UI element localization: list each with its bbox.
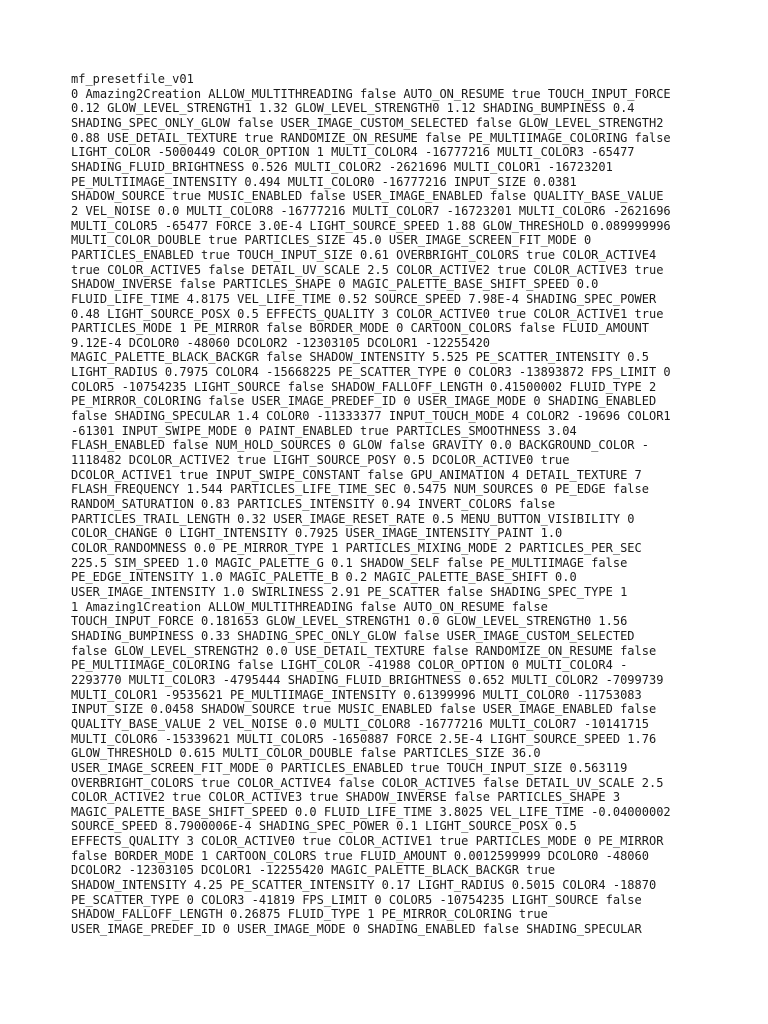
text-line: 2 VEL_NOISE 0.0 MULTI_COLOR8 -16777216 MULTI_COLOR7 -16723201 MULTI_COLOR6 -2621696 [71,203,671,218]
text-line: USER_IMAGE_PREDEF_ID 0 USER_IMAGE_MODE 0 SHADING_ENABLED false SHADING_SPECULAR [71,922,642,937]
text-line: SOURCE_SPEED 8.7900006E-4 SHADING_SPEC_POWER 0.1 LIGHT_SOURCE_POSX 0.5 [71,819,577,834]
text-line: PE_MULTIIMAGE_COLORING false LIGHT_COLOR -41988 COLOR_OPTION 0 MULTI_COLOR4 - [71,658,628,673]
text-line: TOUCH_INPUT_FORCE 0.181653 GLOW_LEVEL_STRENGTH1 0.0 GLOW_LEVEL_STRENGTH0 1.56 [71,614,628,629]
text-line: LIGHT_COLOR -5000449 COLOR_OPTION 1 MULTI_COLOR4 -16777216 MULTI_COLOR3 -65477 [71,145,635,160]
text-line: false SHADING_SPECULAR 1.4 COLOR0 -11333377 INPUT_TOUCH_MODE 4 COLOR2 -19696 COLOR1 [71,409,671,424]
text-line: PARTICLES_ENABLED true TOUCH_INPUT_SIZE 0.61 OVERBRIGHT_COLORS true COLOR_ACTIVE4 [71,247,657,262]
text-line: COLOR_CHANGE 0 LIGHT_INTENSITY 0.7925 USER_IMAGE_INTENSITY_PAINT 1.0 [71,526,563,541]
text-line: PE_EDGE_INTENSITY 1.0 MAGIC_PALETTE_B 0.2 MAGIC_PALETTE_BASE_SHIFT 0.0 [71,570,577,585]
text-line: PARTICLES_TRAIL_LENGTH 0.32 USER_IMAGE_RESET_RATE 0.5 MENU_BUTTON_VISIBILITY 0 [71,511,635,526]
text-line: FLASH_ENABLED false NUM_HOLD_SOURCES 0 GLOW false GRAVITY 0.0 BACKGROUND_COLOR - [71,438,649,453]
text-line: COLOR5 -10754235 LIGHT_SOURCE false SHADOW_FALLOFF_LENGTH 0.41500002 FLUID_TYPE 2 [71,379,657,394]
text-line: MULTI_COLOR_DOUBLE true PARTICLES_SIZE 45.0 USER_IMAGE_SCREEN_FIT_MODE 0 [71,233,592,248]
text-line: 225.5 SIM_SPEED 1.0 MAGIC_PALETTE_G 0.1 SHADOW_SELF false PE_MULTIIMAGE false [71,555,628,570]
text-line: SHADOW_FALLOFF_LENGTH 0.26875 FLUID_TYPE 1 PE_MIRROR_COLORING true [71,907,548,922]
text-line: USER_IMAGE_INTENSITY 1.0 SWIRLINESS 2.91 PE_SCATTER false SHADING_SPEC_TYPE 1 [71,584,628,599]
text-line: OVERBRIGHT_COLORS true COLOR_ACTIVE4 false COLOR_ACTIVE5 false DETAIL_UV_SCALE 2.5 [71,775,664,790]
text-line: USER_IMAGE_SCREEN_FIT_MODE 0 PARTICLES_ENABLED true TOUCH_INPUT_SIZE 0.563119 [71,760,628,775]
text-line: GLOW_THRESHOLD 0.615 MULTI_COLOR_DOUBLE false PARTICLES_SIZE 36.0 [71,746,541,761]
text-line: 1 Amazing1Creation ALLOW_MULTITHREADING false AUTO_ON_RESUME false [71,599,548,614]
text-line: MULTI_COLOR6 -15339621 MULTI_COLOR5 -1650887 FORCE 2.5E-4 LIGHT_SOURCE_SPEED 1.76 [71,731,657,746]
text-line: PARTICLES_MODE 1 PE_MIRROR false BORDER_MODE 0 CARTOON_COLORS false FLUID_AMOUNT [71,321,649,336]
file-header-line: mf_presetfile_v01 [71,72,194,86]
text-line: true COLOR_ACTIVE5 false DETAIL_UV_SCALE 2.5 COLOR_ACTIVE2 true COLOR_ACTIVE3 true [71,262,664,277]
text-line: DCOLOR_ACTIVE1 true INPUT_SWIPE_CONSTANT false GPU_ANIMATION 4 DETAIL_TEXTURE 7 [71,467,642,482]
text-line: -61301 INPUT_SWIPE_MODE 0 PAINT_ENABLED true PARTICLES_SMOOTHNESS 3.04 [71,423,577,438]
text-line: RANDOM_SATURATION 0.83 PARTICLES_INTENSITY 0.94 INVERT_COLORS false [71,497,556,512]
text-line: PE_SCATTER_TYPE 0 COLOR3 -41819 FPS_LIMIT 0 COLOR5 -10754235 LIGHT_SOURCE false [71,892,642,907]
text-line: SHADING_BUMPINESS 0.33 SHADING_SPEC_ONLY_GLOW false USER_IMAGE_CUSTOM_SELECTED [71,628,635,643]
text-line: FLASH_FREQUENCY 1.544 PARTICLES_LIFE_TIME_SEC 0.5475 NUM_SOURCES 0 PE_EDGE false [71,482,649,497]
text-line: MULTI_COLOR5 -65477 FORCE 3.0E-4 LIGHT_SOURCE_SPEED 1.88 GLOW_THRESHOLD 0.089999996 [71,218,671,233]
text-line: MAGIC_PALETTE_BASE_SHIFT_SPEED 0.0 FLUID_LIFE_TIME 3.8025 VEL_LIFE_TIME -0.04000002 [71,804,671,819]
text-line: SHADOW_INTENSITY 4.25 PE_SCATTER_INTENSITY 0.17 LIGHT_RADIUS 0.5015 COLOR4 -18870 [71,878,657,893]
text-line: false GLOW_LEVEL_STRENGTH2 0.0 USE_DETAIL_TEXTURE false RANDOMIZE_ON_RESUME false [71,643,657,658]
text-line: false BORDER_MODE 1 CARTOON_COLORS true FLUID_AMOUNT 0.0012599999 DCOLOR0 -48060 [71,848,649,863]
text-line: FLUID_LIFE_TIME 4.8175 VEL_LIFE_TIME 0.52 SOURCE_SPEED 7.98E-4 SHADING_SPEC_POWER [71,291,657,306]
preset-file-text [71,72,703,937]
text-line: 0.12 GLOW_LEVEL_STRENGTH1 1.32 GLOW_LEVEL_STRENGTH0 1.12 SHADING_BUMPINESS 0.4 [71,101,635,116]
text-line: 0.88 USE_DETAIL_TEXTURE true RANDOMIZE_ON_RESUME false PE_MULTIIMAGE_COLORING false [71,130,671,145]
text-line: 0.48 LIGHT_SOURCE_POSX 0.5 EFFECTS_QUALITY 3 COLOR_ACTIVE0 true COLOR_ACTIVE1 true [71,306,664,321]
text-line: SHADOW_SOURCE true MUSIC_ENABLED false USER_IMAGE_ENABLED false QUALITY_BASE_VALUE [71,189,664,204]
text-line: SHADING_SPEC_ONLY_GLOW false USER_IMAGE_CUSTOM_SELECTED false GLOW_LEVEL_STRENGTH2 [71,115,664,130]
text-line: 0 Amazing2Creation ALLOW_MULTITHREADING false AUTO_ON_RESUME true TOUCH_INPUT_FORCE [71,86,671,101]
text-line: MULTI_COLOR1 -9535621 PE_MULTIIMAGE_INTENSITY 0.61399996 MULTI_COLOR0 -11753083 [71,687,642,702]
text-line: PE_MIRROR_COLORING false USER_IMAGE_PREDEF_ID 0 USER_IMAGE_MODE 0 SHADING_ENABLED [71,394,657,409]
text-line: EFFECTS_QUALITY 3 COLOR_ACTIVE0 true COLOR_ACTIVE1 true PARTICLES_MODE 0 PE_MIRROR [71,834,664,849]
text-line: COLOR_ACTIVE2 true COLOR_ACTIVE3 true SHADOW_INVERSE false PARTICLES_SHAPE 3 [71,790,621,805]
text-line: MAGIC_PALETTE_BLACK_BACKGR false SHADOW_INTENSITY 5.525 PE_SCATTER_INTENSITY 0.5 [71,350,649,365]
text-line: COLOR_RANDOMNESS 0.0 PE_MIRROR_TYPE 1 PARTICLES_MIXING_MODE 2 PARTICLES_PER_SEC [71,541,642,555]
text-line: SHADING_FLUID_BRIGHTNESS 0.526 MULTI_COLOR2 -2621696 MULTI_COLOR1 -16723201 [71,159,613,174]
text-line: PE_MULTIIMAGE_INTENSITY 0.494 MULTI_COLOR0 -16777216 INPUT_SIZE 0.0381 [71,174,577,189]
text-line: 1118482 DCOLOR_ACTIVE2 true LIGHT_SOURCE_POSY 0.5 DCOLOR_ACTIVE0 true [71,453,570,468]
text-line: 9.12E-4 DCOLOR0 -48060 DCOLOR2 -12303105 DCOLOR1 -12255420 [71,335,491,350]
text-line: INPUT_SIZE 0.0458 SHADOW_SOURCE true MUSIC_ENABLED false USER_IMAGE_ENABLED false [71,702,657,717]
text-line: DCOLOR2 -12303105 DCOLOR1 -12255420 MAGIC_PALETTE_BLACK_BACKGR true [71,863,556,878]
text-line: 2293770 MULTI_COLOR3 -4795444 SHADING_FLUID_BRIGHTNESS 0.652 MULTI_COLOR2 -7099739 [71,672,664,687]
text-line: QUALITY_BASE_VALUE 2 VEL_NOISE 0.0 MULTI_COLOR8 -16777216 MULTI_COLOR7 -10141715 [71,716,649,731]
text-line: LIGHT_RADIUS 0.7975 COLOR4 -15668225 PE_SCATTER_TYPE 0 COLOR3 -13893872 FPS_LIMIT 0 [71,365,671,380]
text-line: SHADOW_INVERSE false PARTICLES_SHAPE 0 MAGIC_PALETTE_BASE_SHIFT_SPEED 0.0 [71,277,599,292]
